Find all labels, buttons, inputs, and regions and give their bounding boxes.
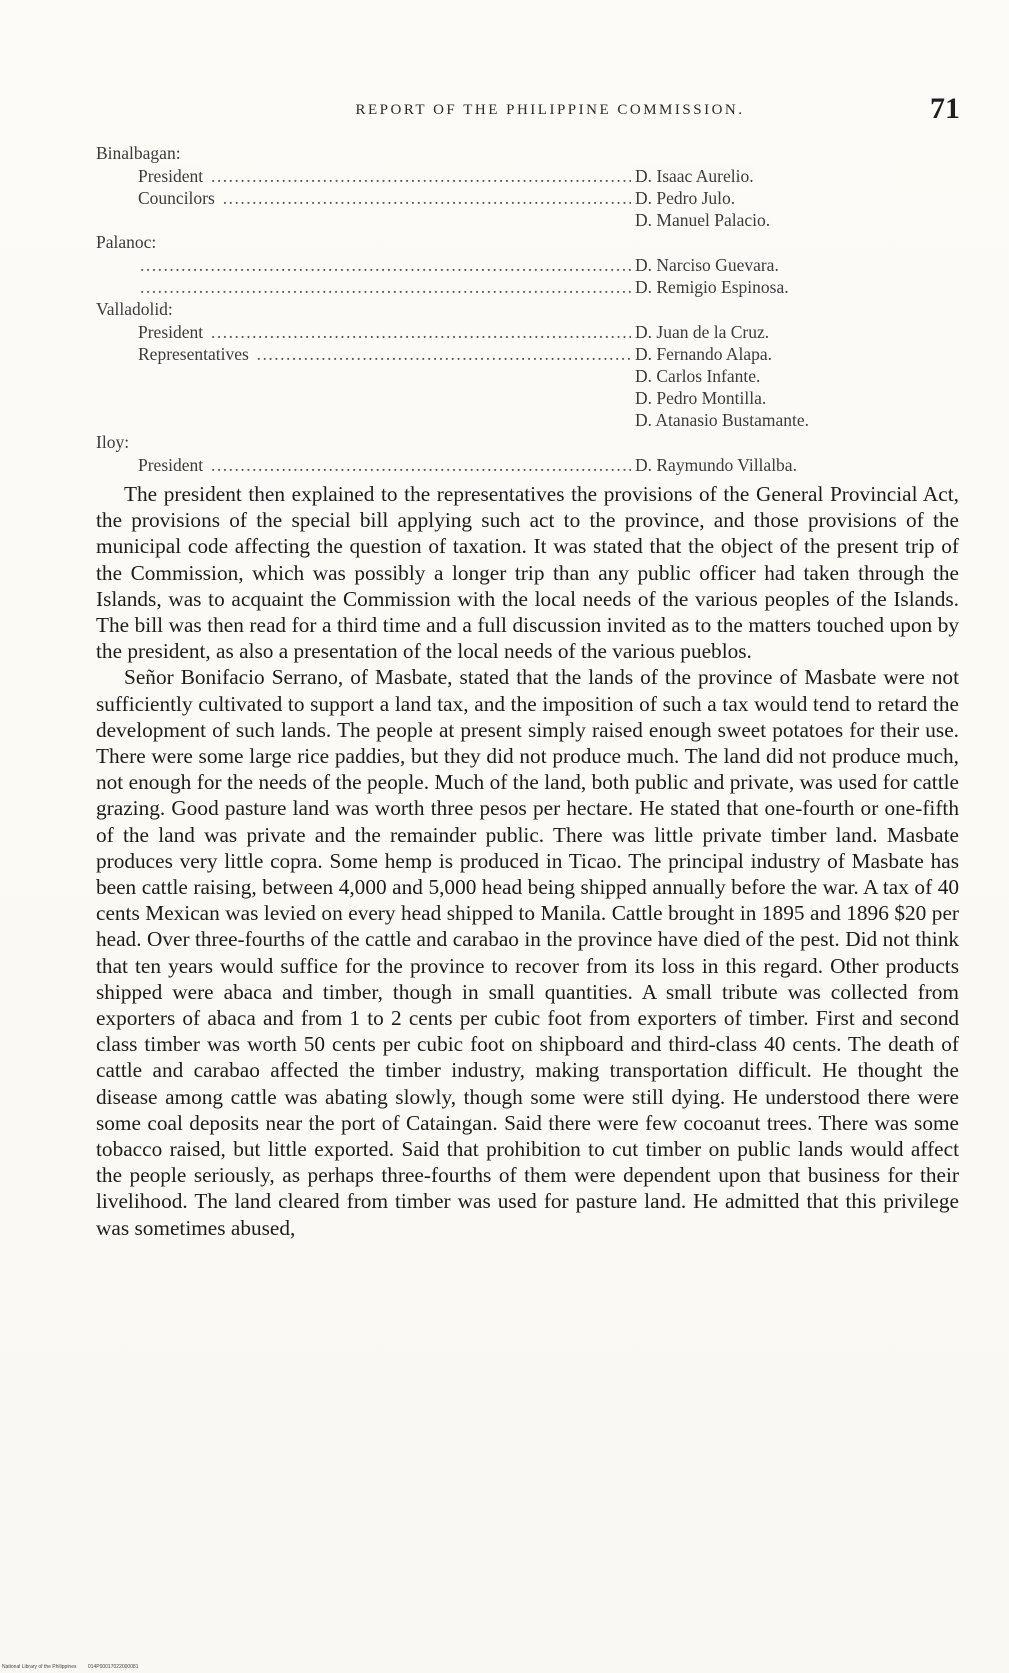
official-row: [96, 187, 956, 209]
official-row: [96, 365, 956, 387]
footer-library: National Library of the Philippines: [2, 1664, 77, 1670]
official-name: D. Manuel Palacio.: [631, 209, 770, 231]
scan-footer: [0, 1664, 1009, 1673]
official-row: [96, 409, 956, 431]
body-text: [96, 481, 959, 1241]
official-row: [96, 276, 956, 298]
officials-roster: [96, 142, 956, 476]
role-label: President: [138, 322, 204, 342]
role-label: Representatives: [138, 344, 249, 364]
official-row: [96, 165, 956, 187]
official-row: [96, 209, 956, 231]
official-name: D. Narciso Guevara.: [631, 254, 779, 276]
official-row: [96, 254, 956, 276]
town-heading: Iloy:: [96, 432, 130, 452]
official-name: D. Pedro Montilla.: [631, 387, 766, 409]
footer-id: 014P00017022000081: [87, 1664, 139, 1670]
official-row: [96, 387, 956, 409]
official-row: [96, 343, 956, 365]
page-header: [120, 92, 960, 132]
official-row: [96, 454, 956, 476]
official-name: D. Juan de la Cruz.: [631, 321, 769, 343]
official-name: D. Atanasio Bustamante.: [631, 409, 809, 431]
town-heading: Binalbagan:: [96, 143, 181, 163]
page-number: 71: [930, 92, 960, 125]
running-head: REPORT OF THE PHILIPPINE COMMISSION.: [355, 102, 745, 118]
paragraph: The president then explained to the representatives the provisions of the General Provincial Act, the provisions of the special bill applying such act to the province, and those provisions of the municipal code affecting the question of taxation. It was stated that the object of the present trip of the Commission, which was possibly a longer trip than any public officer had taken through the Islands, was to acquaint the Commission with the local needs of the various peoples of the Islands. The bill was then read for a third time and a full discussion invited as to the matters touched upon by the president, as also a presentation of the local needs of the various pueblos.: [96, 482, 959, 664]
official-name: D. Pedro Julo.: [631, 187, 735, 209]
official-name: D. Remigio Espinosa.: [631, 276, 789, 298]
official-name: D. Carlos Infante.: [631, 365, 760, 387]
paragraph: Señor Bonifacio Serrano, of Masbate, stated that the lands of the province of Masbate were not sufficiently cultivated to support a land tax, and the imposition of such a tax would tend to retard the development of such lands. The people at present simply raised enough sweet potatoes for their use. There were some large rice paddies, but they did not produce much. The land did not produce much, not enough for the needs of the people. Much of the land, both public and private, was used for cattle grazing. Good pasture land was worth three pesos per hectare. He stated that one-fourth or one-fifth of the land was private and the remainder public. There was little private timber land. Masbate produces very little copra. Some hemp is produced in Ticao. The principal industry of Masbate has been cattle raising, between 4,000 and 5,000 head being shipped annually before the war. A tax of 40 cents Mexican was levied on every head shipped to Manila. Cattle brought in 1895 and 1896 $20 per head. Over three-fourths of the cattle and carabao in the province have died of the pest. Did not think that ten years would suffice for the province to recover from its loss in this regard. Other products shipped were abaca and timber, though in small quantities. A small tribute was collected from exporters of abaca and from 1 to 2 cents per cubic foot from exporters of timber. First and second class timber was worth 50 cents per cubic foot on shipboard and third-class 40 cents. The death of cattle and carabao affected the timber industry, making transportation difficult. He thought the disease among cattle was abating slowly, though some were still dying. He understood there were some coal deposits near the port of Cataingan. Said there were few cocoanut trees. There was some tobacco raised, but little exported. Said that prohibition to cut timber on public lands would affect the people seriously, as perhaps three-fourths of them were dependent upon that business for their livelihood. The land cleared from timber was used for pasture land. He admitted that this privilege was sometimes abused,: [96, 665, 959, 1240]
role-label: President: [138, 166, 204, 186]
role-label: [138, 255, 140, 275]
role-label: [138, 277, 140, 297]
official-row: [96, 321, 956, 343]
role-label: Councilors: [138, 188, 215, 208]
town-heading: Valladolid:: [96, 299, 173, 319]
official-name: D. Fernando Alapa.: [631, 343, 772, 365]
official-name: D. Isaac Aurelio.: [631, 165, 754, 187]
town-heading: Palanoc:: [96, 232, 157, 252]
role-label: President: [138, 455, 204, 475]
official-name: D. Raymundo Villalba.: [631, 454, 797, 476]
